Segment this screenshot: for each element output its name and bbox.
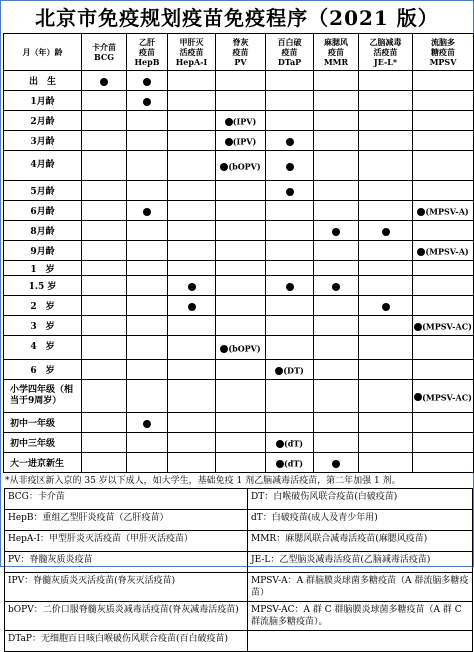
legend-item: bOPV：二价口服脊髓灰质炎减毒活疫苗(脊灰减毒活疫苗) [5,602,248,631]
table-row [4,111,474,131]
dose-dot-icon [286,188,294,196]
table-header-row [4,34,474,71]
age-cell: 9月龄 [4,241,82,261]
dose-cell [82,201,127,221]
dose-cell [359,316,413,336]
dose-cell [359,181,413,201]
dose-cell [413,181,474,201]
table-row [4,261,474,276]
legend-row [5,602,473,631]
dose-cell [413,316,474,336]
table-row [4,413,474,433]
dose-cell [266,316,314,336]
dose-cell [359,336,413,360]
dose-cell [359,380,413,413]
dose-cell [127,380,168,413]
table-row [4,201,474,221]
age-cell: 3 岁 [4,316,82,336]
legend-row [5,573,473,602]
dose-cell [413,296,474,316]
dose-cell [266,151,314,181]
dose-cell [314,111,359,131]
dose-cell [314,453,359,473]
dose-label: (dT) [283,438,304,449]
dose-cell [266,453,314,473]
dose-cell [413,413,474,433]
dose-cell [314,336,359,360]
dose-cell [216,360,266,380]
dose-cell [359,151,413,181]
dose-cell [168,111,216,131]
dose-label: (IPV) [232,116,257,127]
dose-dot-icon [188,303,196,311]
dose-dot-icon [188,283,196,291]
age-cell: 出 生 [4,71,82,91]
dose-cell [127,360,168,380]
age-cell: 1月龄 [4,91,82,111]
dose-cell [127,296,168,316]
header-vaccine: 脊灰 疫苗 PV [216,34,266,71]
dose-cell [266,111,314,131]
table-row [4,433,474,453]
dose-cell [413,91,474,111]
dose-cell [266,201,314,221]
legend-item: dT：白破疫苗(成人及青少年用) [248,510,473,531]
dose-cell [82,241,127,261]
dose-cell [216,241,266,261]
dose-cell [266,360,314,380]
dose-label: (dT) [283,458,304,469]
age-cell: 初中三年级 [4,433,82,453]
legend-row [5,531,473,552]
age-cell: 2 岁 [4,296,82,316]
dose-cell [314,201,359,221]
dose-cell [82,433,127,453]
dose-dot-icon [143,98,151,106]
dose-cell [359,296,413,316]
dose-cell [266,221,314,241]
dose-cell [82,91,127,111]
dose-cell [127,336,168,360]
dose-cell [413,433,474,453]
age-cell: 小学四年级（相当于9周岁） [4,380,82,413]
dose-dot-icon [143,208,151,216]
dose-cell [314,276,359,296]
dose-dot-icon [382,303,390,311]
legend-item: DTaP：无细胞百日咳白喉破伤风联合疫苗(百白破疫苗) [5,631,248,652]
dose-label: (bOPV) [228,161,261,172]
dose-cell [359,276,413,296]
table-row [4,151,474,181]
dose-cell [216,71,266,91]
dose-cell [359,241,413,261]
dose-cell [168,336,216,360]
schedule-table [3,33,474,473]
dose-cell [266,91,314,111]
dose-cell [359,91,413,111]
dose-cell [216,111,266,131]
header-vaccine: 流脑多 糖疫苗 MPSV [413,34,474,71]
dose-cell [82,413,127,433]
dose-cell [168,71,216,91]
dose-cell [359,201,413,221]
header-vaccine: 百白破 疫苗 DTaP [266,34,314,71]
dose-dot-icon [143,78,151,86]
dose-cell [266,131,314,151]
dose-cell [127,151,168,181]
dose-cell [82,261,127,276]
dose-cell [127,433,168,453]
dose-cell [127,316,168,336]
dose-cell [168,413,216,433]
dose-cell [216,380,266,413]
dose-cell [127,111,168,131]
dose-cell [216,261,266,276]
dose-dot-icon [276,460,284,468]
age-cell: 4 岁 [4,336,82,360]
table-row [4,276,474,296]
dose-cell [314,261,359,276]
dose-cell [314,433,359,453]
page-title: 北京市免疫规划疫苗免疫程序（2021 版） [35,6,439,30]
dose-dot-icon [100,78,108,86]
dose-cell [266,433,314,453]
dose-cell [216,221,266,241]
footnote: *从非疫区新入京的 35 岁以下成人，如大学生，基础免疫 1 剂乙脑减毒活疫苗，第二年加强 1 剂。 [5,476,401,486]
dose-cell [82,360,127,380]
dose-cell [266,276,314,296]
dose-cell [168,151,216,181]
table-row [4,453,474,473]
legend-row [5,631,473,652]
dose-cell [359,453,413,473]
table-row [4,181,474,201]
dose-cell [314,131,359,151]
dose-dot-icon [225,138,233,146]
legend-item: HepB：重组乙型肝炎疫苗（乙肝疫苗） [5,510,248,531]
legend-item: DT：白喉破伤风联合疫苗(白破疫苗) [248,489,473,510]
dose-cell [127,241,168,261]
dose-dot-icon [143,420,151,428]
dose-cell [82,316,127,336]
dose-cell [359,71,413,91]
dose-cell [168,296,216,316]
dose-cell [82,380,127,413]
legend-item: MPSV-A：A 群脑膜炎球菌多糖疫苗（A 群流脑多糖疫苗） [248,573,473,602]
dose-cell [314,316,359,336]
dose-dot-icon [414,393,422,401]
dose-cell [413,111,474,131]
legend-item: BCG：卡介苗 [5,489,248,510]
dose-cell [127,221,168,241]
dose-dot-icon [414,323,422,331]
dose-cell [266,380,314,413]
dose-cell [216,91,266,111]
dose-cell [127,261,168,276]
dose-dot-icon [276,440,284,448]
age-cell: 初中一年级 [4,413,82,433]
age-cell: 1 岁 [4,261,82,276]
legend-item: HepA-I：甲型肝炎灭活疫苗（甲肝灭活疫苗） [5,531,248,552]
table-row [4,336,474,360]
dose-cell [413,380,474,413]
dose-cell [314,413,359,433]
dose-cell [314,91,359,111]
legend-row [5,552,473,573]
dose-cell [314,221,359,241]
dose-dot-icon [286,283,294,291]
dose-dot-icon [286,163,294,171]
table-row [4,241,474,261]
dose-cell [216,433,266,453]
header-vaccine: 乙肝 疫苗 HepB [127,34,168,71]
header-vaccine: 麻腮风 疫苗 MMR [314,34,359,71]
dose-cell [82,276,127,296]
table-row [4,131,474,151]
dose-label: (MPSV-AC) [422,392,472,402]
dose-cell [82,111,127,131]
dose-cell [314,151,359,181]
dose-cell [314,241,359,261]
dose-cell [266,181,314,201]
dose-cell [127,181,168,201]
dose-cell [168,131,216,151]
dose-cell [127,201,168,221]
dose-cell [127,276,168,296]
dose-dot-icon [225,118,233,126]
dose-cell [168,360,216,380]
legend-item: MMR：麻腮风联合减毒活疫苗(麻腮风疫苗) [248,531,473,552]
dose-cell [82,221,127,241]
dose-cell [266,413,314,433]
dose-cell [413,336,474,360]
table-body [4,71,474,473]
dose-cell [216,181,266,201]
table-row [4,71,474,91]
dose-cell [314,296,359,316]
dose-cell [216,453,266,473]
dose-cell [127,91,168,111]
dose-cell [216,316,266,336]
dose-cell [82,71,127,91]
legend-item: IPV：脊髓灰质炎灭活疫苗(脊灰灭活疫苗) [5,573,248,602]
table-row [4,360,474,380]
table-row [4,296,474,316]
dose-cell [413,276,474,296]
dose-cell [413,201,474,221]
legend-row [5,510,473,531]
dose-cell [314,380,359,413]
dose-cell [359,131,413,151]
age-cell: 3月龄 [4,131,82,151]
dose-cell [266,241,314,261]
age-cell: 大一进京新生 [4,453,82,473]
table-row [4,91,474,111]
dose-cell [413,453,474,473]
dose-cell [82,131,127,151]
dose-cell [266,296,314,316]
dose-cell [413,360,474,380]
dose-cell [168,181,216,201]
dose-dot-icon [286,138,294,146]
dose-cell [216,131,266,151]
dose-cell [413,221,474,241]
age-cell: 4月龄 [4,151,82,181]
dose-cell [266,71,314,91]
dose-cell [82,151,127,181]
dose-cell [216,151,266,181]
table-row [4,221,474,241]
dose-cell [168,261,216,276]
dose-cell [266,261,314,276]
dose-cell [168,241,216,261]
dose-cell [413,261,474,276]
dose-cell [359,413,413,433]
age-cell: 1.5 岁 [4,276,82,296]
dose-cell [168,276,216,296]
legend-row [5,489,473,510]
dose-cell [168,91,216,111]
header-vaccine: 甲肝灭 活疫苗 HepA-I [168,34,216,71]
dose-cell [168,380,216,413]
dose-cell [127,413,168,433]
dose-cell [413,241,474,261]
dose-label: (MPSV-AC) [422,321,472,332]
dose-cell [127,71,168,91]
dose-label: (MPSV-A) [425,206,469,217]
dose-cell [82,336,127,360]
legend-table [4,488,473,652]
dose-cell [168,316,216,336]
dose-cell [168,201,216,221]
legend-item [248,631,473,652]
dose-cell [413,151,474,181]
dose-dot-icon [332,228,340,236]
dose-cell [216,336,266,360]
dose-cell [359,261,413,276]
dose-label: (DT) [283,365,304,376]
dose-cell [359,433,413,453]
dose-cell [82,453,127,473]
dose-cell [413,71,474,91]
age-cell: 8月龄 [4,221,82,241]
dose-label: (bOPV) [228,343,261,354]
age-cell: 6月龄 [4,201,82,221]
dose-dot-icon [332,283,340,291]
age-cell: 2月龄 [4,111,82,131]
dose-label: (MPSV-A) [425,246,469,257]
dose-cell [127,453,168,473]
dose-cell [216,413,266,433]
dose-cell [314,181,359,201]
legend-item: JE-L：乙型脑炎减毒活疫苗(乙脑减毒活疫苗) [248,552,473,573]
dose-cell [168,221,216,241]
header-vaccine: 卡介苗 BCG [82,34,127,71]
age-cell: 6 岁 [4,360,82,380]
dose-cell [216,276,266,296]
dose-cell [314,71,359,91]
dose-cell [266,336,314,360]
legend-item: MPSV-AC：A 群 C 群脑膜炎球菌多糖疫苗（A 群 C 群流脑多糖疫苗）。 [248,602,473,631]
dose-label: (IPV) [232,136,257,147]
legend-item: PV：脊髓灰质炎疫苗 [5,552,248,573]
header-age: 月（年）龄 [4,34,82,71]
dose-cell [82,296,127,316]
header-vaccine: 乙脑减毒 活疫苗 JE-L* [359,34,413,71]
dose-cell [216,201,266,221]
dose-cell [413,131,474,151]
table-row [4,316,474,336]
dose-cell [359,111,413,131]
dose-cell [82,181,127,201]
dose-cell [359,221,413,241]
dose-cell [359,360,413,380]
age-cell: 5月龄 [4,181,82,201]
table-row [4,380,474,413]
dose-dot-icon [382,228,390,236]
dose-cell [168,433,216,453]
dose-cell [168,453,216,473]
dose-cell [314,360,359,380]
dose-cell [216,296,266,316]
dose-cell [127,131,168,151]
dose-dot-icon [332,460,340,468]
